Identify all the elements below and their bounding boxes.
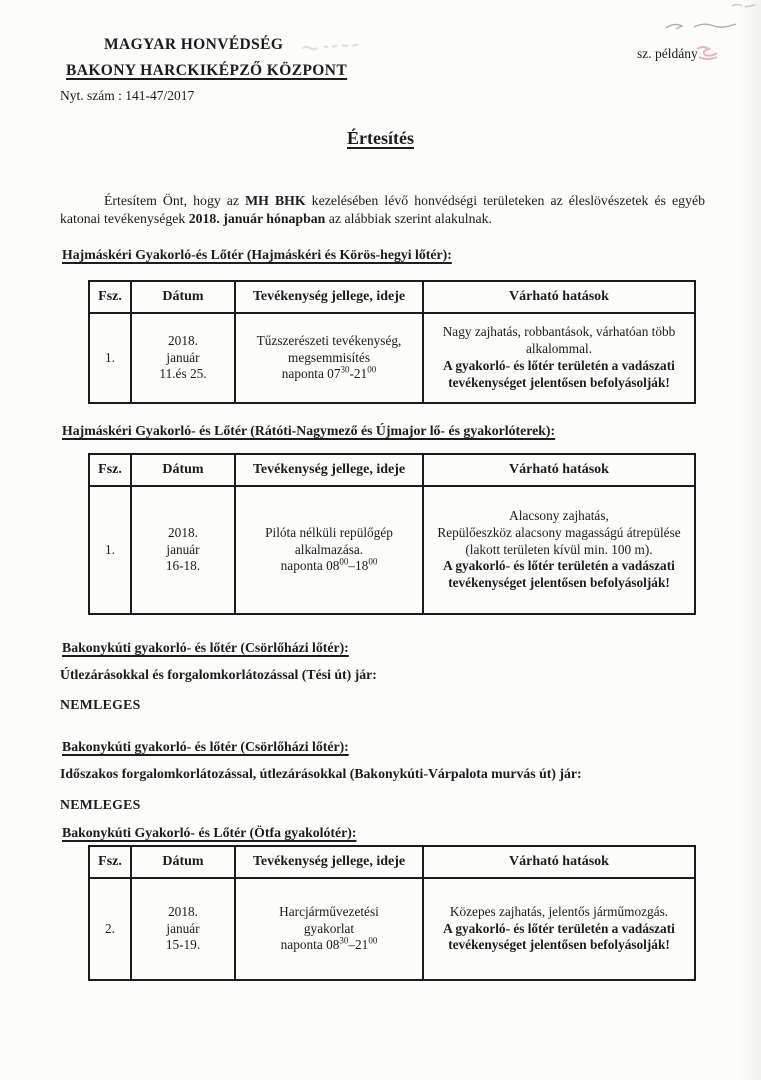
table-header-row [89, 281, 695, 313]
effects-normal: Repülőeszköz alacsony magasságú átrepülése (lakott területen kívül min. 100 m). [437, 524, 681, 557]
time-sup-end: 00 [368, 936, 378, 947]
activity-time [242, 937, 416, 954]
time-mid: –21 [348, 937, 369, 953]
section-heading-hajmaskeri-2: Hajmáskéri Gyakorló- és Lőtér (Rátóti-Nagymező és Újmajor lő- és gyakorlóterek): [62, 423, 556, 438]
col-header-fsz: Fsz. [89, 846, 131, 878]
section-heading-hajmaskeri-1: Hajmáskéri Gyakorló-és Lőtér (Hajmáskéri és Körös-hegyi lőtér): [62, 247, 452, 262]
table-row [89, 313, 695, 403]
time-sup-start: 00 [339, 557, 349, 568]
col-header-fsz: Fsz. [89, 454, 131, 486]
gray-squiggle-mark [664, 20, 740, 32]
time-sup-end: 00 [367, 365, 377, 376]
org-name-line1: MAGYAR HONVÉDSÉG [104, 36, 284, 53]
effects-normal: Alacsony zajhatás, [509, 507, 609, 523]
datum-line: január [166, 541, 200, 557]
cell-activity [235, 486, 423, 614]
cell-effects [423, 878, 695, 980]
section-heading-bakonykuti-otfa: Bakonykúti Gyakorló- és Lőtér (Ötfa gyakolótér): [62, 825, 357, 840]
notice-body-2: Időszakos forgalomkorlátozással, útlezárásokkal (Bakonykúti-Várpalota murvás út) jár: [60, 766, 582, 781]
datum-line: 11.és 25. [159, 366, 207, 382]
activity-time [242, 366, 416, 383]
scan-edge-mark [731, 2, 757, 10]
activity-line: megsemmisítés [288, 349, 370, 365]
col-header-activity: Tevékenység jellege, ideje [235, 281, 423, 313]
effects-bold-warning: A gyakorló- és lőtér területén a vadászati tevékenységet jelentősen befolyásolják! [443, 358, 675, 390]
activity-line: Harcjárművezetési [279, 903, 379, 919]
table-header-row [89, 846, 695, 878]
cell-datum [131, 313, 235, 403]
time-prefix: naponta 08 [280, 937, 340, 953]
datum-line: 2018. [168, 903, 198, 919]
effects-bold-warning: A gyakorló- és lőtér területén a vadászati tevékenységet jelentősen befolyásolják! [443, 558, 675, 591]
intro-text-1: Értesítem Önt, hogy az [104, 193, 246, 208]
col-header-fsz: Fsz. [89, 281, 131, 313]
pencil-scribble-mark [300, 40, 360, 52]
col-header-effects: Várható hatások [423, 281, 695, 313]
col-header-activity: Tevékenység jellege, ideje [235, 454, 423, 486]
intro-bold-month: 2018. január hónapban [188, 211, 326, 227]
time-mid: –18 [348, 558, 369, 574]
effects-normal: Közepes zajhatás, jelentős járműmozgás. [449, 903, 669, 919]
intro-text-3: az alábbiak szerint alakulnak. [325, 211, 492, 227]
copy-number-label: sz. példány [637, 46, 698, 61]
col-header-datum: Dátum [131, 454, 235, 486]
time-prefix: naponta 07 [281, 366, 341, 382]
cell-fsz: 1. [89, 486, 131, 614]
col-header-datum: Dátum [131, 281, 235, 313]
col-header-effects: Várható hatások [423, 846, 695, 878]
activity-line: alkalmazása. [294, 541, 364, 557]
cell-fsz: 2. [89, 878, 131, 980]
section-heading-bakonykuti-2: Bakonykúti gyakorló- és lőtér (Csörlőházi lőtér): [62, 739, 349, 754]
effects-normal: Nagy zajhatás, robbantások, várhatóan több alkalommal. [442, 324, 676, 357]
datum-line: 15-19. [165, 937, 201, 953]
col-header-effects: Várható hatások [423, 454, 695, 486]
datum-line: 2018. [168, 332, 198, 348]
table-row [89, 486, 695, 614]
registry-number: Nyt. szám : 141-47/2017 [60, 88, 195, 103]
col-header-datum: Dátum [131, 846, 235, 878]
org-name-line2: BAKONY HARCKIKÉPZŐ KÖZPONT [66, 62, 348, 79]
schedule-table-bakonykuti-otfa [88, 845, 696, 981]
intro-bold-org: MH BHK [245, 193, 306, 208]
activity-line: gyakorlat [303, 920, 355, 936]
datum-line: 16-18. [165, 558, 201, 574]
cell-activity [235, 313, 423, 403]
datum-line: január [166, 349, 200, 365]
cell-effects [423, 486, 695, 614]
effects-bold-warning: A gyakorló- és lőtér területén a vadászati tevékenységet jelentősen befolyásolják! [443, 920, 675, 953]
activity-line: Tűzszerészeti tevékenység, [256, 332, 402, 348]
time-sup-start: 30 [340, 365, 350, 376]
schedule-table-hajmaskeri-1 [88, 280, 696, 404]
table-header-row [89, 454, 695, 486]
cell-datum [131, 878, 235, 980]
datum-line: január [166, 920, 200, 936]
notice-answer-1: NEMLEGES [60, 697, 141, 712]
notice-answer-2: NEMLEGES [60, 797, 141, 812]
cell-datum [131, 486, 235, 614]
cell-effects [423, 313, 695, 403]
red-stamp-mark [694, 43, 724, 63]
section-heading-bakonykuti-1: Bakonykúti gyakorló- és lőtér (Csörlőházi lőtér): [62, 640, 349, 655]
datum-line: 2018. [168, 524, 198, 540]
activity-time [242, 558, 416, 575]
table-row [89, 878, 695, 980]
intro-text-2: kezelésében lévő honvédségi területeken az éleslövészetek és egyéb katonai tevékenységek [60, 193, 705, 227]
cell-activity [235, 878, 423, 980]
time-sup-end: 00 [368, 557, 378, 568]
intro-paragraph [60, 192, 705, 229]
document-title: Értesítés [347, 128, 414, 148]
schedule-table-hajmaskeri-2 [88, 453, 696, 615]
col-header-activity: Tevékenység jellege, ideje [235, 846, 423, 878]
activity-line: Pilóta nélküli repülőgép [265, 524, 393, 540]
time-prefix: naponta 08 [280, 558, 340, 574]
cell-fsz: 1. [89, 313, 131, 403]
notice-body-1: Útlezárásokkal és forgalomkorlátozással (Tési út) jár: [60, 667, 377, 682]
time-sup-start: 30 [339, 936, 349, 947]
time-mid: -21 [349, 366, 368, 382]
